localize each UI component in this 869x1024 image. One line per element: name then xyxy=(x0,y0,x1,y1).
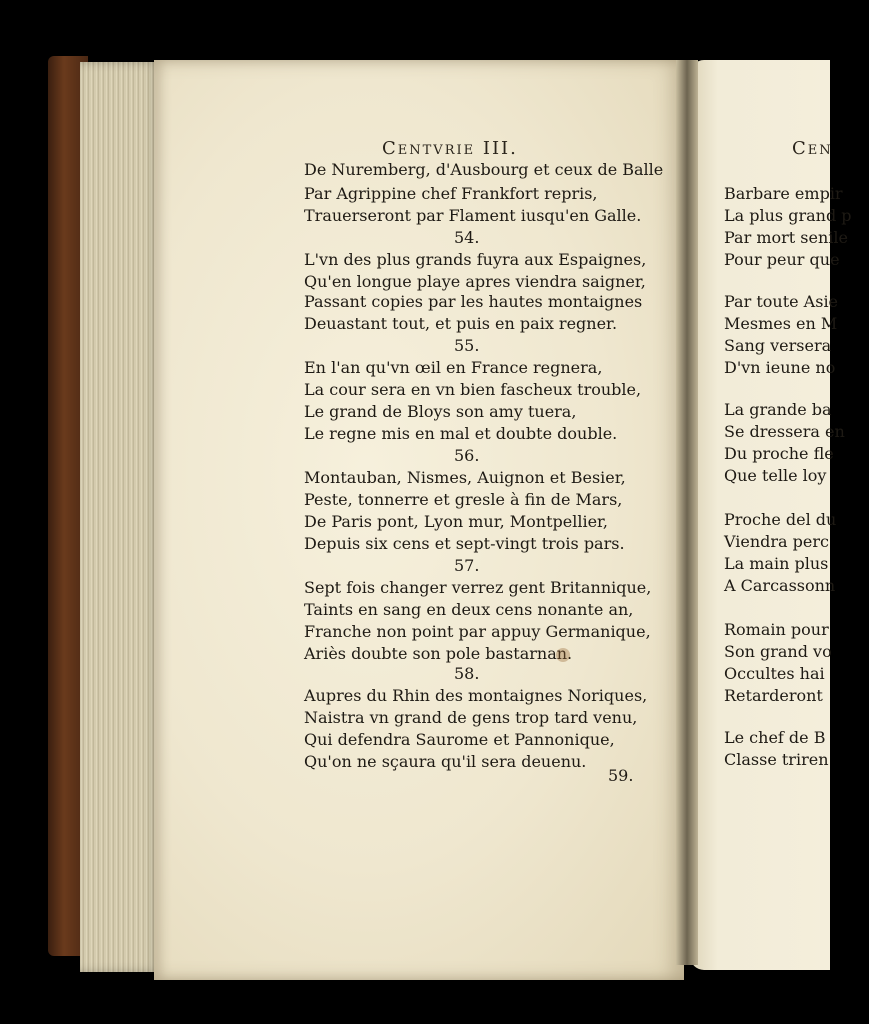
verse-line: Qu'en longue playe apres viendra saigner, xyxy=(304,272,646,291)
right-page-text xyxy=(690,60,852,970)
verse-line-right: Pour peur que xyxy=(724,250,840,269)
quatrain-number: 56. xyxy=(454,446,480,465)
verse-line-right: Classe triren xyxy=(724,750,829,769)
verse-line-right: Son grand vo xyxy=(724,642,832,661)
verse-line: Ariès doubte son pole bastarnan. xyxy=(304,644,573,663)
verse-line-right: Du proche fle xyxy=(724,444,834,463)
verse-line-right: Que telle loy xyxy=(724,466,827,485)
verse-line: Montauban, Nismes, Auignon et Besier, xyxy=(304,468,626,487)
verse-line-right: Viendra perc xyxy=(724,532,829,551)
verse-line: Le grand de Bloys son amy tuera, xyxy=(304,402,577,421)
verse-line: Par Agrippine chef Frankfort repris, xyxy=(304,184,598,203)
verse-line: Qu'on ne sçaura qu'il sera deuenu. xyxy=(304,752,587,771)
verse-line: De Nuremberg, d'Ausbourg et ceux de Balle xyxy=(304,160,664,179)
verse-line: Passant copies par les hautes montaignes xyxy=(304,292,643,311)
verse-line: De Paris pont, Lyon mur, Montpellier, xyxy=(304,512,609,531)
verse-line: L'vn des plus grands fuyra aux Espaignes, xyxy=(304,250,647,269)
verse-line: Sept fois changer verrez gent Britannique, xyxy=(304,578,652,597)
quatrain-number: 58. xyxy=(454,664,480,683)
quatrain-number: 55. xyxy=(454,336,480,355)
verse-line-right: Mesmes en M xyxy=(724,314,838,333)
verse-line: Deuastant tout, et puis en paix regner. xyxy=(304,314,618,333)
verse-line: Aupres du Rhin des montaignes Noriques, xyxy=(304,686,648,705)
verse-line-right: D'vn ieune no xyxy=(724,358,836,377)
verse-line-right: La plus grand p xyxy=(724,206,852,225)
verse-line-right: La grande ba xyxy=(724,400,832,419)
verse-line: La cour sera en vn bien fascheux trouble, xyxy=(304,380,642,399)
verse-line-right: La main plus xyxy=(724,554,829,573)
verse-line: Le regne mis en mal et doubte double. xyxy=(304,424,618,443)
verse-line-right: Sang versera xyxy=(724,336,832,355)
verse-line-right: Occultes hai xyxy=(724,664,825,683)
verse-line: Peste, tonnerre et gresle à fin de Mars, xyxy=(304,490,623,509)
verse-line-right: A Carcassonn xyxy=(724,576,836,595)
verse-line: En l'an qu'vn œil en France regnera, xyxy=(304,358,603,377)
verse-line-right: Proche del du xyxy=(724,510,837,529)
verse-line-right: Barbare empir xyxy=(724,184,843,203)
page-stack-edges xyxy=(80,62,160,972)
quatrain-number: 57. xyxy=(454,556,480,575)
page-number: 59. xyxy=(608,766,634,785)
running-head: Centvrie III. xyxy=(382,138,518,159)
verse-line: Taints en sang en deux cens nonante an, xyxy=(304,600,634,619)
verse-line: Qui defendra Saurome et Pannonique, xyxy=(304,730,615,749)
verse-line-right: Par toute Asie xyxy=(724,292,839,311)
verse-line: Franche non point par appuy Germanique, xyxy=(304,622,651,641)
verse-line: Trauerseront par Flament iusqu'en Galle. xyxy=(304,206,642,225)
verse-line-right: Le chef de B xyxy=(724,728,826,747)
verse-line-right: Retarderont xyxy=(724,686,823,705)
verse-line-right: Se dressera en xyxy=(724,422,845,441)
verse-line-right: Romain pour xyxy=(724,620,829,639)
verse-line-right: Par mort senile xyxy=(724,228,848,247)
paper-stain xyxy=(556,648,570,662)
verse-line: Naistra vn grand de gens trop tard venu, xyxy=(304,708,638,727)
verse-line: Depuis six cens et sept-vingt trois pars. xyxy=(304,534,625,553)
quatrain-number: 54. xyxy=(454,228,480,247)
running-head-right: Cen xyxy=(792,138,833,159)
